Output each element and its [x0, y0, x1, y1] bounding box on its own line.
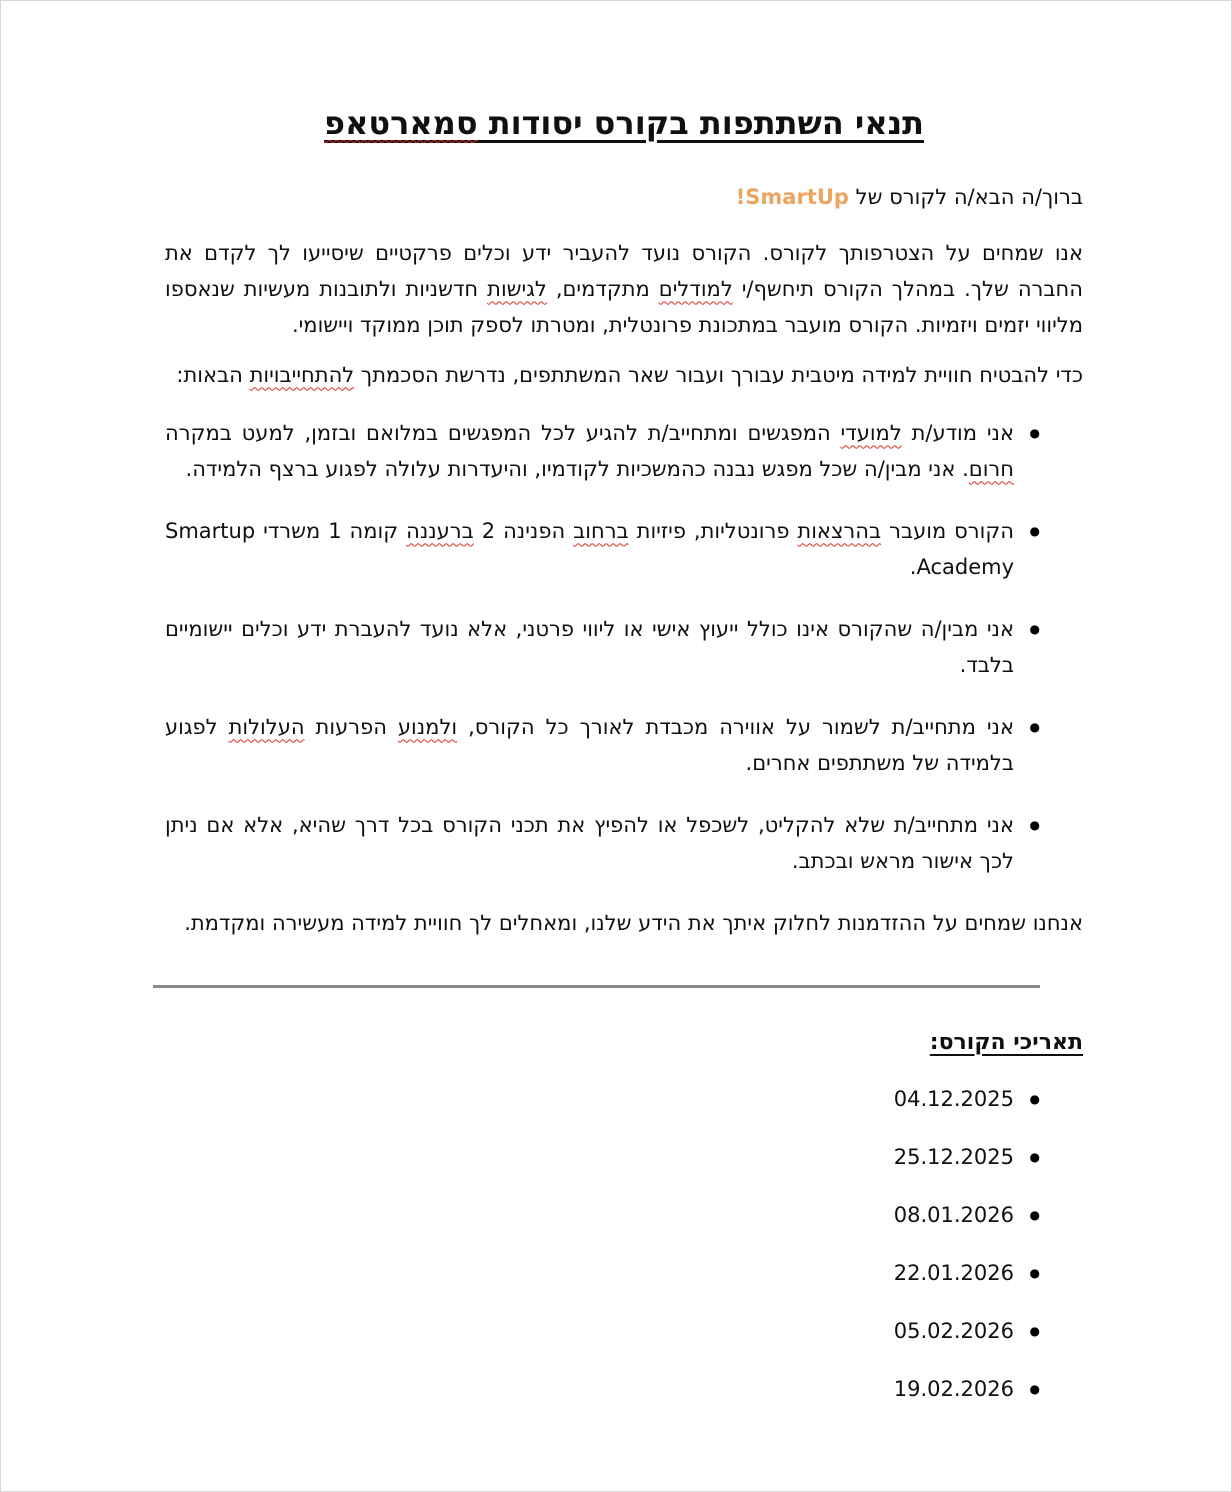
- list-item: [165, 709, 1040, 781]
- list-item: [165, 807, 1040, 879]
- date-item: [165, 1081, 1040, 1117]
- text-segment: כדי להבטיח חוויית למידה מיטבית עבורך ועבור שאר המשתתפים, נדרשת הסכמתך: [354, 362, 1083, 387]
- text-segment: אני מתחייב/ת שלא להקליט, לשכפל או להפיץ את תכני הקורס בכל דרך שהיא, אלא אם ניתן לכך אישור מראש ובכתב.: [165, 812, 1014, 873]
- date-item: [165, 1313, 1040, 1349]
- misspelled-word: ברעננה: [406, 518, 474, 543]
- course-date: 22.01.2026: [893, 1260, 1014, 1285]
- text-segment: פרונטליות, פיזיות: [628, 518, 798, 543]
- text-segment: הפנינה 2: [473, 518, 574, 543]
- misspelled-word: העלולות: [228, 714, 305, 739]
- misspelled-word: סמארטאפ: [324, 104, 478, 142]
- commitments-list: [165, 415, 1083, 879]
- bullet-icon: ●: [1029, 1149, 1040, 1164]
- misspelled-word: חרום: [968, 456, 1014, 481]
- text-segment: אני מבין/ה שהקורס אינו כולל ייעוץ אישי או ליווי פרטני, אלא נועד להעברת ידע וכלים יישומיים בלבד.: [165, 616, 1014, 677]
- bullet-icon: ●: [1029, 1323, 1040, 1338]
- misspelled-word: בהרצאות: [797, 518, 882, 543]
- misspelled-word: ולמנוע: [397, 714, 458, 739]
- text-segment: הקורס מועבר: [881, 518, 1014, 543]
- text-segment: חדשניות ולתובנות מעשיות שנאספו מליווי יזמים ויזמיות. הקורס מועבר במתכונת פרונטלית, ומטרתו לספק תוכן ממוקד ויישומי.: [165, 276, 1083, 337]
- bullet-icon: ●: [1029, 1381, 1040, 1396]
- list-item: [165, 611, 1040, 683]
- text-segment: הבאות:: [176, 362, 250, 387]
- text-segment: הפרעות: [304, 714, 398, 739]
- commitment-text: [165, 709, 1014, 781]
- text-segment: מתקדמים,: [546, 276, 659, 301]
- welcome-line: [165, 179, 1083, 215]
- course-date: 05.02.2026: [893, 1318, 1014, 1343]
- list-item: [165, 513, 1040, 585]
- course-date: 19.02.2026: [893, 1376, 1014, 1401]
- bullet-icon: ●: [1029, 817, 1040, 832]
- bullet-icon: ●: [1029, 1207, 1040, 1222]
- list-item: [165, 415, 1040, 487]
- date-item: [165, 1255, 1040, 1291]
- text-segment: קומה 1 משרדי Smartup Academy.: [165, 518, 1014, 579]
- text-segment: . אני מבין/ה שכל מפגש נבנה כהמשכיות לקודמיו, והיעדרות עלולה לפגוע ברצף הלמידה.: [185, 456, 969, 481]
- text-segment: אנו שמחים על הצטרפותך לקורס. הקורס נועד להעביר ידע וכלים פרקטיים שיסייעו לך לקדם את החברה שלך. במהלך הקורס תיחשף/י: [165, 240, 1083, 301]
- bullet-icon: ●: [1029, 1091, 1040, 1106]
- bullet-icon: ●: [1029, 719, 1040, 734]
- misspelled-word: להתחייבויות: [249, 362, 355, 387]
- dates-list: [165, 1081, 1083, 1407]
- date-item: [165, 1371, 1040, 1407]
- bullet-icon: ●: [1029, 1265, 1040, 1280]
- misspelled-word: לגישות: [487, 276, 547, 301]
- commitments-lead: [165, 357, 1083, 393]
- text-segment: אני מתחייב/ת לשמור על אווירה מכבדת לאורך כל הקורס,: [457, 714, 1014, 739]
- commitment-text: [165, 611, 1014, 683]
- misspelled-word: ברחוב: [573, 518, 629, 543]
- text-segment: אני מודע/ת: [901, 420, 1014, 445]
- commitment-text: [165, 415, 1014, 487]
- text-segment: תנאי השתתפות בקורס יסודות: [477, 104, 924, 142]
- text-segment: לפגוע בלמידה של משתתפים אחרים.: [165, 714, 1014, 775]
- intro-paragraph: [165, 235, 1083, 343]
- document-title: [165, 103, 1083, 145]
- text-segment: ברוך/ה הבא/ה לקורס של: [848, 184, 1083, 209]
- course-date: 08.01.2026: [893, 1202, 1014, 1227]
- text-segment: המפגשים ומתחייב/ת להגיע לכל המפגשים במלואם ובזמן, למעט במקרה: [165, 420, 841, 445]
- bullet-icon: ●: [1029, 523, 1040, 538]
- dates-heading: תאריכי הקורס:: [929, 1029, 1083, 1055]
- course-date: 25.12.2025: [893, 1144, 1014, 1169]
- section-divider: [153, 985, 1040, 988]
- course-date: 04.12.2025: [893, 1086, 1014, 1111]
- closing-paragraph: אנחנו שמחים על ההזדמנות לחלוק איתך את הידע שלנו, ומאחלים לך חוויית למידה מעשירה ומקדמת.: [184, 910, 1083, 935]
- commitment-text: [165, 513, 1014, 585]
- misspelled-word: למועדי: [840, 420, 902, 445]
- bullet-icon: ●: [1029, 621, 1040, 636]
- date-item: [165, 1197, 1040, 1233]
- bullet-icon: ●: [1029, 425, 1040, 440]
- date-item: [165, 1139, 1040, 1175]
- misspelled-word: למודלים: [658, 276, 733, 301]
- brand-text: SmartUp!: [735, 184, 849, 209]
- commitment-text: [165, 807, 1014, 879]
